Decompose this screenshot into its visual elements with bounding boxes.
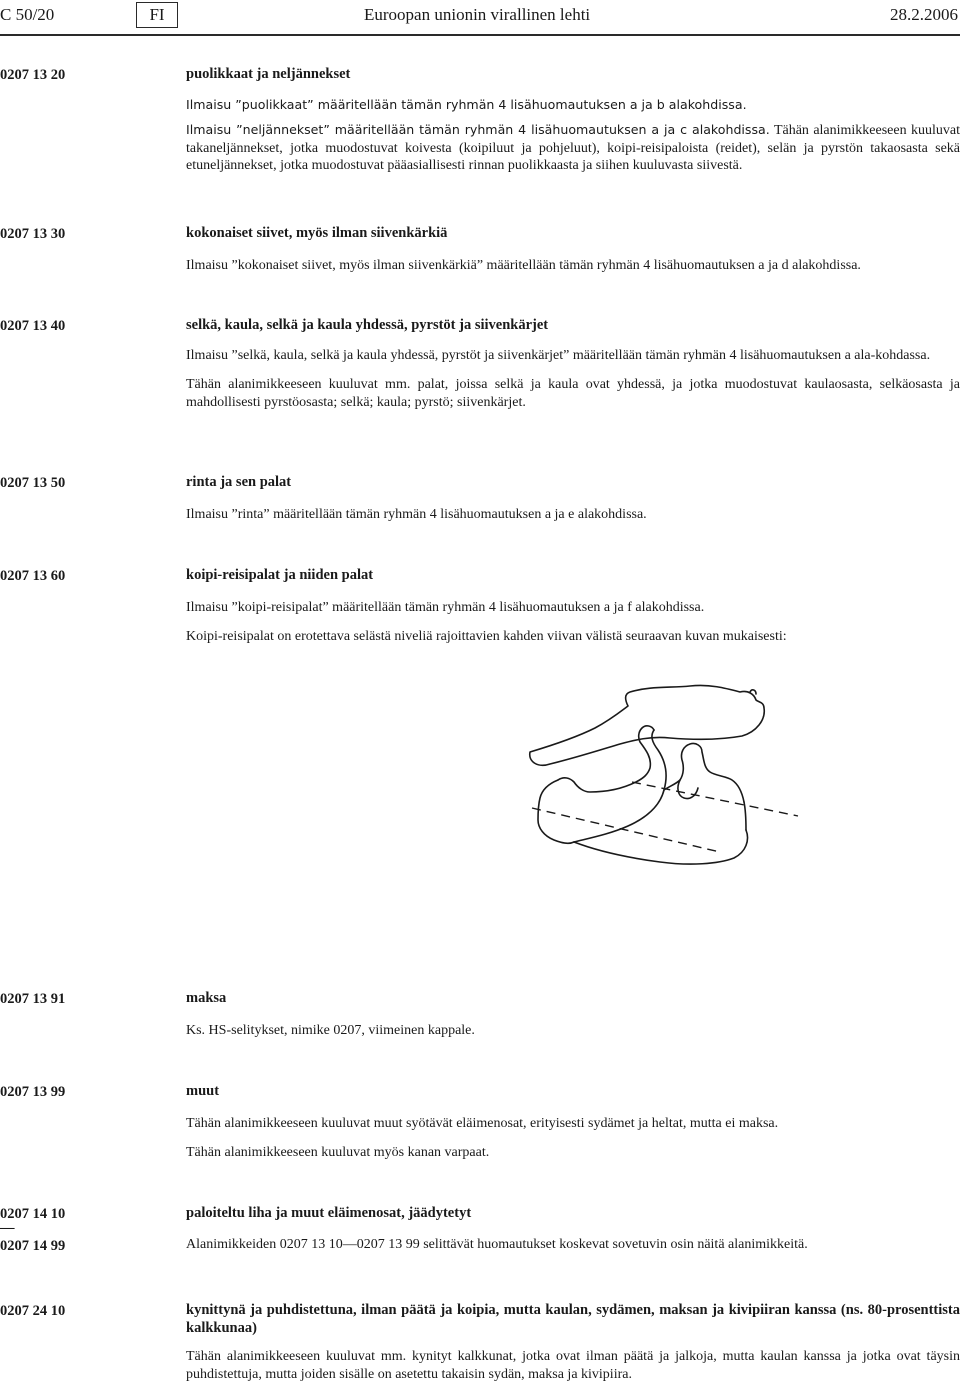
entry-code: 0207 13 50	[0, 475, 66, 491]
publication-date: 28.2.2006	[890, 5, 958, 24]
page-header	[0, 0, 960, 36]
journal-title: Euroopan unionin virallinen lehti	[364, 5, 591, 24]
entry-paragraph: Ilmaisu ”rinta” määritellään tämän ryhmän 4 lisähuomautuksen a ja e alakohdissa.	[186, 506, 647, 522]
entry-title: kokonaiset siivet, myös ilman siivenkärkiä	[186, 225, 448, 241]
entry-code-dash: —	[0, 1220, 15, 1236]
entry-code: 0207 13 99	[0, 1084, 66, 1100]
entry-code-end: 0207 14 99	[0, 1238, 66, 1254]
entry-code: 0207 13 40	[0, 318, 66, 334]
entry-paragraph: Ilmaisu ”kokonaiset siivet, myös ilman siivenkärkiä” määritellään tämän ryhmän 4 lisähuomautuksen a ja d alakohdissa.	[186, 257, 861, 273]
entry-title: kynittynä ja puhdistettuna, ilman päätä ja koipia, mutta kaulan, sydämen, maksan ja kivipiiran kanssa (ns. 80-prosenttista kalkkunaa)	[186, 1302, 960, 1336]
language-box: FI	[136, 2, 178, 28]
entry-body	[186, 225, 960, 286]
entry-paragraph: Tähän alanimikkeeseen kuuluvat mm. kynityt kalkkunat, jotka ovat ilman päätä ja jalkoja, mutta kaulan kanssa ja jotka ovat täysin puhdistettuja, mutta joiden sisälle on asetettu takaisin sydän, maksa ja kivipiira.	[186, 1349, 960, 1382]
entry-body	[186, 66, 960, 175]
page-reference: C 50/20	[0, 5, 55, 24]
entry-code-start: 0207 14 10	[0, 1206, 66, 1222]
entry-code: 0207 13 60	[0, 568, 66, 584]
entry-title: rinta ja sen palat	[186, 474, 292, 490]
entry-code: 0207 13 30	[0, 226, 66, 242]
entry-body	[186, 1083, 960, 1174]
entry-title: muut	[186, 1083, 220, 1099]
entry-title: selkä, kaula, selkä ja kaula yhdessä, pyrstöt ja siivenkärjet	[186, 317, 549, 333]
entry-body	[186, 990, 960, 1051]
entry-body	[186, 474, 960, 535]
entry-code-range	[0, 1205, 150, 1255]
entry-title: paloiteltu liha ja muut eläimenosat, jäädytetyt	[186, 1205, 472, 1221]
entry-paragraph: Koipi-reisipalat on erotettava selästä niveliä rajoittavien kahden viivan välistä seuraavan kuvan mukaisesti:	[186, 629, 787, 644]
entry-body	[186, 1205, 960, 1265]
entry-paragraph-part: Tähän alanimikkeeseen kuuluvat takaneljännekset, jotka muodostuvat koivesta (koipiluut ja pohjeluut), koipi-reisipaloista (reidet), selän ja pyrstön takaosasta sekä etuneljännekset, jotka muodostuvat pääasiallisesti rinnan puolikkaasta ja siihen kuuluvasta siivestä.	[186, 123, 960, 173]
entry-paragraph	[186, 121, 960, 175]
entry-code: 0207 13 91	[0, 991, 66, 1007]
entry-paragraph: Ilmaisu ”puolikkaat” määritellään tämän ryhmän 4 lisähuomautuksen a ja b alakohdissa.	[186, 96, 747, 112]
entry-paragraph: Ilmaisu ”koipi-reisipalat” määritellään tämän ryhmän 4 lisähuomautuksen a ja f alakohdissa.	[186, 599, 705, 615]
entry-paragraph: Alanimikkeiden 0207 13 10—0207 13 99 selittävät huomautukset koskevat sovetuvin osin näitä alanimikkeitä.	[186, 1236, 808, 1252]
entry-body	[186, 1302, 960, 1395]
frame-outline-bottom	[538, 780, 574, 843]
cut-line-lower	[532, 808, 720, 852]
entry-code: 0207 13 20	[0, 67, 66, 83]
entry-paragraph: Tähän alanimikkeeseen kuuluvat mm. palat, joissa selkä ja kaula ovat yhdessä, ja jotka muodostuvat kaulaosasta, selkäosasta ja mahdollisesti pyrstöosasta; selkä; kaula; pyrstö; siivenkärjet.	[186, 377, 960, 410]
cutting-diagram-svg	[520, 680, 800, 910]
entry-title: puolikkaat ja neljännekset	[186, 66, 351, 82]
entry-body	[186, 567, 960, 658]
entry-paragraph: Tähän alanimikkeeseen kuuluvat muut syötävät eläimenosat, erityisesti sydämet ja heltat, mutta ei maksa.	[186, 1115, 779, 1131]
inner-curve	[678, 780, 698, 799]
entry-paragraph: Tähän alanimikkeeseen kuuluvat myös kanan varpaat.	[186, 1145, 490, 1160]
tail-outline	[744, 802, 746, 830]
entry-paragraph-part: Ilmaisu ”neljännekset” määritellään tämän ryhmän 4 lisähuomautuksen a ja c alakohdissa.	[186, 122, 770, 137]
entry-body	[186, 317, 960, 423]
entry-title: koipi-reisipalat ja niiden palat	[186, 567, 374, 583]
cut-line-upper	[632, 782, 798, 816]
entry-title: maksa	[186, 990, 227, 1006]
joint-outline	[664, 743, 744, 802]
entry-paragraph: Ks. HS-selitykset, nimike 0207, viimeinen kappale.	[186, 1022, 475, 1038]
entry-code: 0207 24 10	[0, 1303, 66, 1319]
entry-paragraph: Ilmaisu ”selkä, kaula, selkä ja kaula yhdessä, pyrstöt ja siivenkärjet” määritellään tämän ryhmän 4 lisähuomautuksen a ala-kohdassa.	[186, 347, 931, 363]
cutting-diagram	[520, 680, 800, 910]
